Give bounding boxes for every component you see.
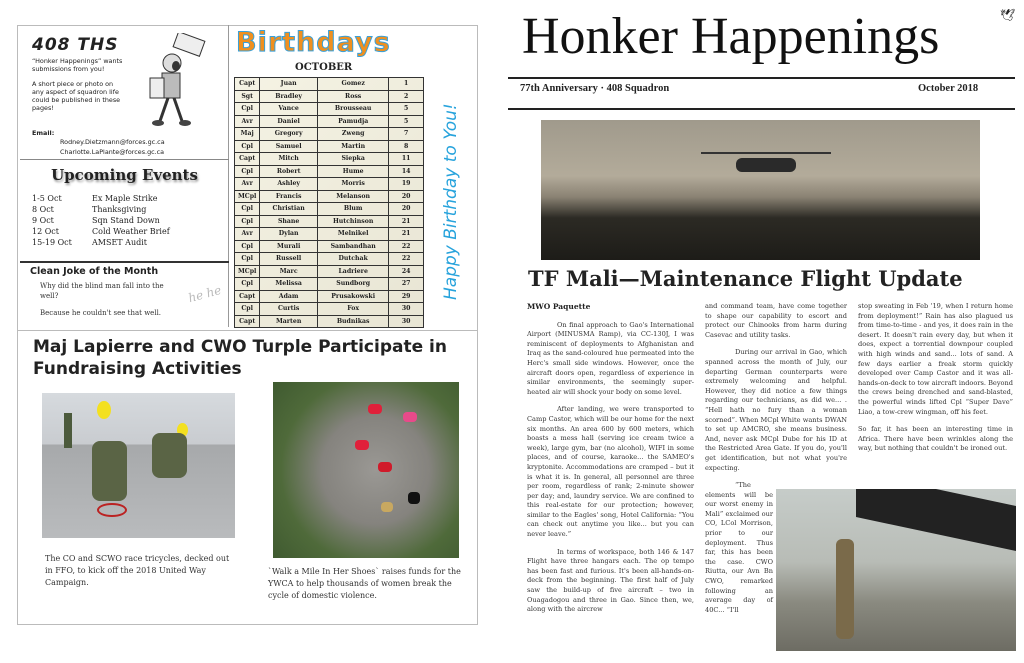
birthday-day: 22 bbox=[389, 253, 424, 266]
birthday-day: 19 bbox=[389, 178, 424, 191]
article-paragraph: stop sweating in Feb '19, when I return home from deployment!” Rain has also plagued us from time-to-time - and yes, it does rain in the desert. It doesn't rain every day, but when it does, expect a torrential downpour coupled with high winds and sand... lots of sand. A few days earlier a freak storm quickly developed over Camp Castor and it was all-hands-on-deck to tow aircraft indoors. Beyond the crews being drenched and sand-blasted, the powerful winds lifted Cpl “Super Dave” Liao, a tow-crew wingman, off his feet. bbox=[858, 302, 1013, 416]
birthdays-month: OCTOBER bbox=[295, 62, 353, 73]
article-headline: TF Mali—Maintenance Flight Update bbox=[528, 266, 963, 291]
walk-a-mile-photo bbox=[273, 382, 459, 558]
email-label: Email: bbox=[32, 129, 55, 137]
article-paragraph: So far, it has been an interesting time in Africa. There have been wrinkles along the way, but nothing that couldn't be ironed out. bbox=[858, 425, 1013, 453]
walk-a-mile-caption: `Walk a Mile In Her Shoes` raises funds for the YWCA to help thousands of women break the cycle of domestic violence. bbox=[268, 567, 461, 600]
birthday-first-name: Marten bbox=[260, 315, 318, 328]
birthday-day: 20 bbox=[389, 190, 424, 203]
birthday-first-name: Juan bbox=[260, 78, 318, 91]
event-item bbox=[32, 237, 170, 248]
birthday-rank: Cpl bbox=[235, 103, 260, 116]
masthead-rule bbox=[508, 77, 1015, 79]
fundraising-title: Maj Lapierre and CWO Turple Participate in Fundraising Activities bbox=[33, 337, 447, 379]
birthday-last-name: Morris bbox=[317, 178, 388, 191]
birthday-rank: Avr bbox=[235, 178, 260, 191]
article-paragraph: During our arrival in Gao, which spanned across the month of July, our departing German counterparts were extremely welcoming and helpful. However, they did notice a few things regarding our technicians, as did we... . “Hell hath no fury than a woman scorned”. When MCpl White wants DWAN to set up AMCRO, she means business. And, never ask MCpl Dube for his ID at the Restricted Area Gate. If you do, you'll get identification, but not what you're expecting. bbox=[705, 348, 847, 472]
birthday-row bbox=[235, 153, 424, 166]
divider bbox=[20, 261, 229, 263]
birthday-first-name: Shane bbox=[260, 215, 318, 228]
divider bbox=[17, 330, 478, 331]
birthday-first-name: Christian bbox=[260, 203, 318, 216]
goose-logo-icon: 🕊 bbox=[1000, 8, 1016, 22]
event-item bbox=[32, 204, 170, 215]
birthday-rank: Capt bbox=[235, 290, 260, 303]
birthday-rank: Cpl bbox=[235, 140, 260, 153]
birthday-row bbox=[235, 315, 424, 328]
birthday-last-name: Prusakowski bbox=[317, 290, 388, 303]
birthday-first-name: Robert bbox=[260, 165, 318, 178]
birthday-row bbox=[235, 228, 424, 241]
article-column-1 bbox=[527, 302, 694, 623]
birthday-first-name: Mitch bbox=[260, 153, 318, 166]
birthday-day: 20 bbox=[389, 203, 424, 216]
article-paragraph: “The elements will be our worst enemy in Mali” exclaimed our CO, LCol Morrison, prior to our deployment. Thus far, this has been the case. CWO Riutta, our Avn Bn CWO, remarked following an average day of 40C... “I'll bbox=[705, 481, 773, 614]
email-link[interactable]: Charlotte.LaPlante@forces.gc.ca bbox=[60, 148, 165, 156]
birthday-row bbox=[235, 115, 424, 128]
event-name: Thanksgiving bbox=[92, 205, 147, 214]
event-date: 8 Oct bbox=[32, 205, 54, 214]
subtitle-rule bbox=[508, 108, 1015, 110]
birthday-row bbox=[235, 90, 424, 103]
event-date: 9 Oct bbox=[32, 216, 54, 225]
article-paragraph: On final approach to Gao's International Airport (MINUSMA Ramp), via CC-130J, I was reminiscent of deployments to Afghanistan and Iraq as the sand-coloured hue permeated into the Herc's small side windows. However, once the aircraft doors open, regardless of experience in similar environments, the seemingly super-heated air will shock your body on some level. bbox=[527, 320, 694, 396]
birthday-row bbox=[235, 178, 424, 191]
divider bbox=[20, 159, 229, 160]
birthday-first-name: Russell bbox=[260, 253, 318, 266]
birthday-row bbox=[235, 190, 424, 203]
birthday-rank: Avr bbox=[235, 228, 260, 241]
birthday-last-name: Ladriere bbox=[317, 265, 388, 278]
birthday-row bbox=[235, 128, 424, 141]
birthday-last-name: Dutchak bbox=[317, 253, 388, 266]
birthday-row bbox=[235, 253, 424, 266]
birthday-first-name: Ashley bbox=[260, 178, 318, 191]
birthday-rank: Cpl bbox=[235, 278, 260, 291]
birthday-day: 21 bbox=[389, 215, 424, 228]
birthday-rank: Capt bbox=[235, 153, 260, 166]
submissions-detail: A short piece or photo on any aspect of squadron life could be published in these pages! bbox=[32, 80, 121, 112]
birthday-day: 5 bbox=[389, 115, 424, 128]
event-name: Ex Maple Strike bbox=[92, 194, 158, 203]
birthday-first-name: Adam bbox=[260, 290, 318, 303]
birthday-rank: Cpl bbox=[235, 303, 260, 316]
birthday-day: 29 bbox=[389, 290, 424, 303]
birthday-rank: Cpl bbox=[235, 203, 260, 216]
event-date: 12 Oct bbox=[32, 227, 59, 236]
masthead-title: Honker Happenings bbox=[522, 8, 940, 65]
article-column-3 bbox=[858, 302, 1013, 462]
birthday-last-name: Hume bbox=[317, 165, 388, 178]
events-list bbox=[32, 193, 170, 248]
birthday-day: 7 bbox=[389, 128, 424, 141]
birthday-rank: MCpl bbox=[235, 190, 260, 203]
birthday-first-name: Vance bbox=[260, 103, 318, 116]
event-name: Cold Weather Brief bbox=[92, 227, 170, 236]
birthday-row bbox=[235, 265, 424, 278]
birthday-row bbox=[235, 140, 424, 153]
birthday-rank: Capt bbox=[235, 78, 260, 91]
birthday-first-name: Dylan bbox=[260, 228, 318, 241]
tricycle-race-photo bbox=[42, 393, 235, 538]
birthday-last-name: Melanson bbox=[317, 190, 388, 203]
birthday-rank: Avr bbox=[235, 115, 260, 128]
birthday-last-name: Fox bbox=[317, 303, 388, 316]
birthday-last-name: Blum bbox=[317, 203, 388, 216]
joke-answer: Because he couldn't see that well. bbox=[40, 309, 162, 317]
birthday-rank: Cpl bbox=[235, 165, 260, 178]
birthday-day: 8 bbox=[389, 140, 424, 153]
article-byline: MWO Paquette bbox=[527, 302, 591, 311]
article-paragraph: After landing, we were transported to Camp Castor, which will be our home for the next six months. An area 600 by 600 meters, which boasts a mess hall (serving ice cream twice a week), large gym, bar (no alcohol), WIFI in some places, and of course, karaoke... the SAMEO's kryptonite. Accommodations are cramped – but it is what it is. In general, all personnel are three per room, regardless of rank; 2-minute shower per day; and, laundry service. We are confined to this real-estate for our protection; however, similar to the Eagles' song, Hotel California: “You can check out anytime you like... but you can never leave.” bbox=[527, 405, 694, 539]
birthday-first-name: Curtis bbox=[260, 303, 318, 316]
birthday-row bbox=[235, 278, 424, 291]
birthday-last-name: Hutchinson bbox=[317, 215, 388, 228]
birthday-first-name: Melissa bbox=[260, 278, 318, 291]
birthday-table bbox=[234, 77, 424, 328]
birthday-day: 14 bbox=[389, 165, 424, 178]
birthday-last-name: Budnikas bbox=[317, 315, 388, 328]
birthday-last-name: Gomez bbox=[317, 78, 388, 91]
birthday-row bbox=[235, 165, 424, 178]
birthday-first-name: Murali bbox=[260, 240, 318, 253]
birthday-day: 22 bbox=[389, 240, 424, 253]
birthday-first-name: Bradley bbox=[260, 90, 318, 103]
birthday-last-name: Pamudja bbox=[317, 115, 388, 128]
birthday-row bbox=[235, 78, 424, 91]
event-name: AMSET Audit bbox=[92, 238, 147, 247]
birthday-last-name: Sambandhan bbox=[317, 240, 388, 253]
info-sidebar bbox=[20, 25, 229, 327]
event-name: Sqn Stand Down bbox=[92, 216, 160, 225]
birthday-rank: MCpl bbox=[235, 265, 260, 278]
soldier-helicopter-photo bbox=[776, 489, 1016, 651]
birthday-first-name: Francis bbox=[260, 190, 318, 203]
birthday-last-name: Brousseau bbox=[317, 103, 388, 116]
birthday-last-name: Siepka bbox=[317, 153, 388, 166]
helicopter-photo bbox=[541, 120, 980, 260]
event-item bbox=[32, 226, 170, 237]
birthday-first-name: Gregory bbox=[260, 128, 318, 141]
subtitle-anniversary: 77th Anniversary · 408 Squadron bbox=[520, 83, 670, 94]
email-link[interactable]: Rodney.Dietzmann@forces.gc.ca bbox=[60, 138, 165, 146]
birthday-rank: Cpl bbox=[235, 240, 260, 253]
birthday-first-name: Daniel bbox=[260, 115, 318, 128]
article-paragraph: and command team, have come together to shape our capability to escort and protect our Chinooks from harm during Casevac and utility tasks. bbox=[705, 302, 847, 339]
birthday-rank: Capt bbox=[235, 315, 260, 328]
event-date: 15-19 Oct bbox=[32, 238, 72, 247]
birthday-day: 24 bbox=[389, 265, 424, 278]
birthday-first-name: Samuel bbox=[260, 140, 318, 153]
happy-birthday-text: Happy Birthday to You! bbox=[441, 103, 461, 300]
newsboy-illustration bbox=[140, 33, 210, 128]
event-item bbox=[32, 193, 170, 204]
birthday-day: 27 bbox=[389, 278, 424, 291]
birthday-rank: Cpl bbox=[235, 215, 260, 228]
birthday-last-name: Sundborg bbox=[317, 278, 388, 291]
event-item bbox=[32, 215, 170, 226]
joke-question: Why did the blind man fall into the well? bbox=[40, 282, 164, 300]
birthday-last-name: Zweng bbox=[317, 128, 388, 141]
submissions-text: “Honker Happenings” wants submissions from you! bbox=[32, 57, 123, 73]
birthday-first-name: Marc bbox=[260, 265, 318, 278]
birthday-rank: Cpl bbox=[235, 253, 260, 266]
ths-title: 408 THS bbox=[32, 35, 119, 55]
birthdays-title: Birthdays bbox=[236, 27, 391, 58]
birthday-row bbox=[235, 290, 424, 303]
birthday-row bbox=[235, 215, 424, 228]
birthday-rank: Sgt bbox=[235, 90, 260, 103]
birthday-row bbox=[235, 240, 424, 253]
birthday-last-name: Melnikel bbox=[317, 228, 388, 241]
birthday-day: 30 bbox=[389, 303, 424, 316]
hehe-doodle: he he bbox=[186, 282, 223, 306]
joke-title: Clean Joke of the Month bbox=[30, 266, 159, 277]
issue-date: October 2018 bbox=[918, 83, 979, 94]
birthday-rank: Maj bbox=[235, 128, 260, 141]
birthday-day: 2 bbox=[389, 90, 424, 103]
birthday-row bbox=[235, 303, 424, 316]
birthday-day: 11 bbox=[389, 153, 424, 166]
birthday-day: 5 bbox=[389, 103, 424, 116]
birthday-day: 1 bbox=[389, 78, 424, 91]
birthday-day: 21 bbox=[389, 228, 424, 241]
birthday-last-name: Martin bbox=[317, 140, 388, 153]
tricycle-caption: The CO and SCWO race tricycles, decked out in FFO, to kick off the 2018 United Way Campaign. bbox=[45, 554, 230, 587]
birthday-row bbox=[235, 103, 424, 116]
birthday-day: 30 bbox=[389, 315, 424, 328]
article-paragraph: In terms of workspace, both 146 & 147 Flight have three hangars each. The op tempo has been fast and furious. It's been all-hands-on-deck from the beginning. The first half of July saw the build-up of five aircraft – two in Ouagadogou and three in Gao. Since then, we, along with the aircrew bbox=[527, 547, 694, 614]
events-title: Upcoming Events bbox=[51, 166, 198, 184]
birthday-row bbox=[235, 203, 424, 216]
birthday-last-name: Ross bbox=[317, 90, 388, 103]
event-date: 1-5 Oct bbox=[32, 194, 62, 203]
